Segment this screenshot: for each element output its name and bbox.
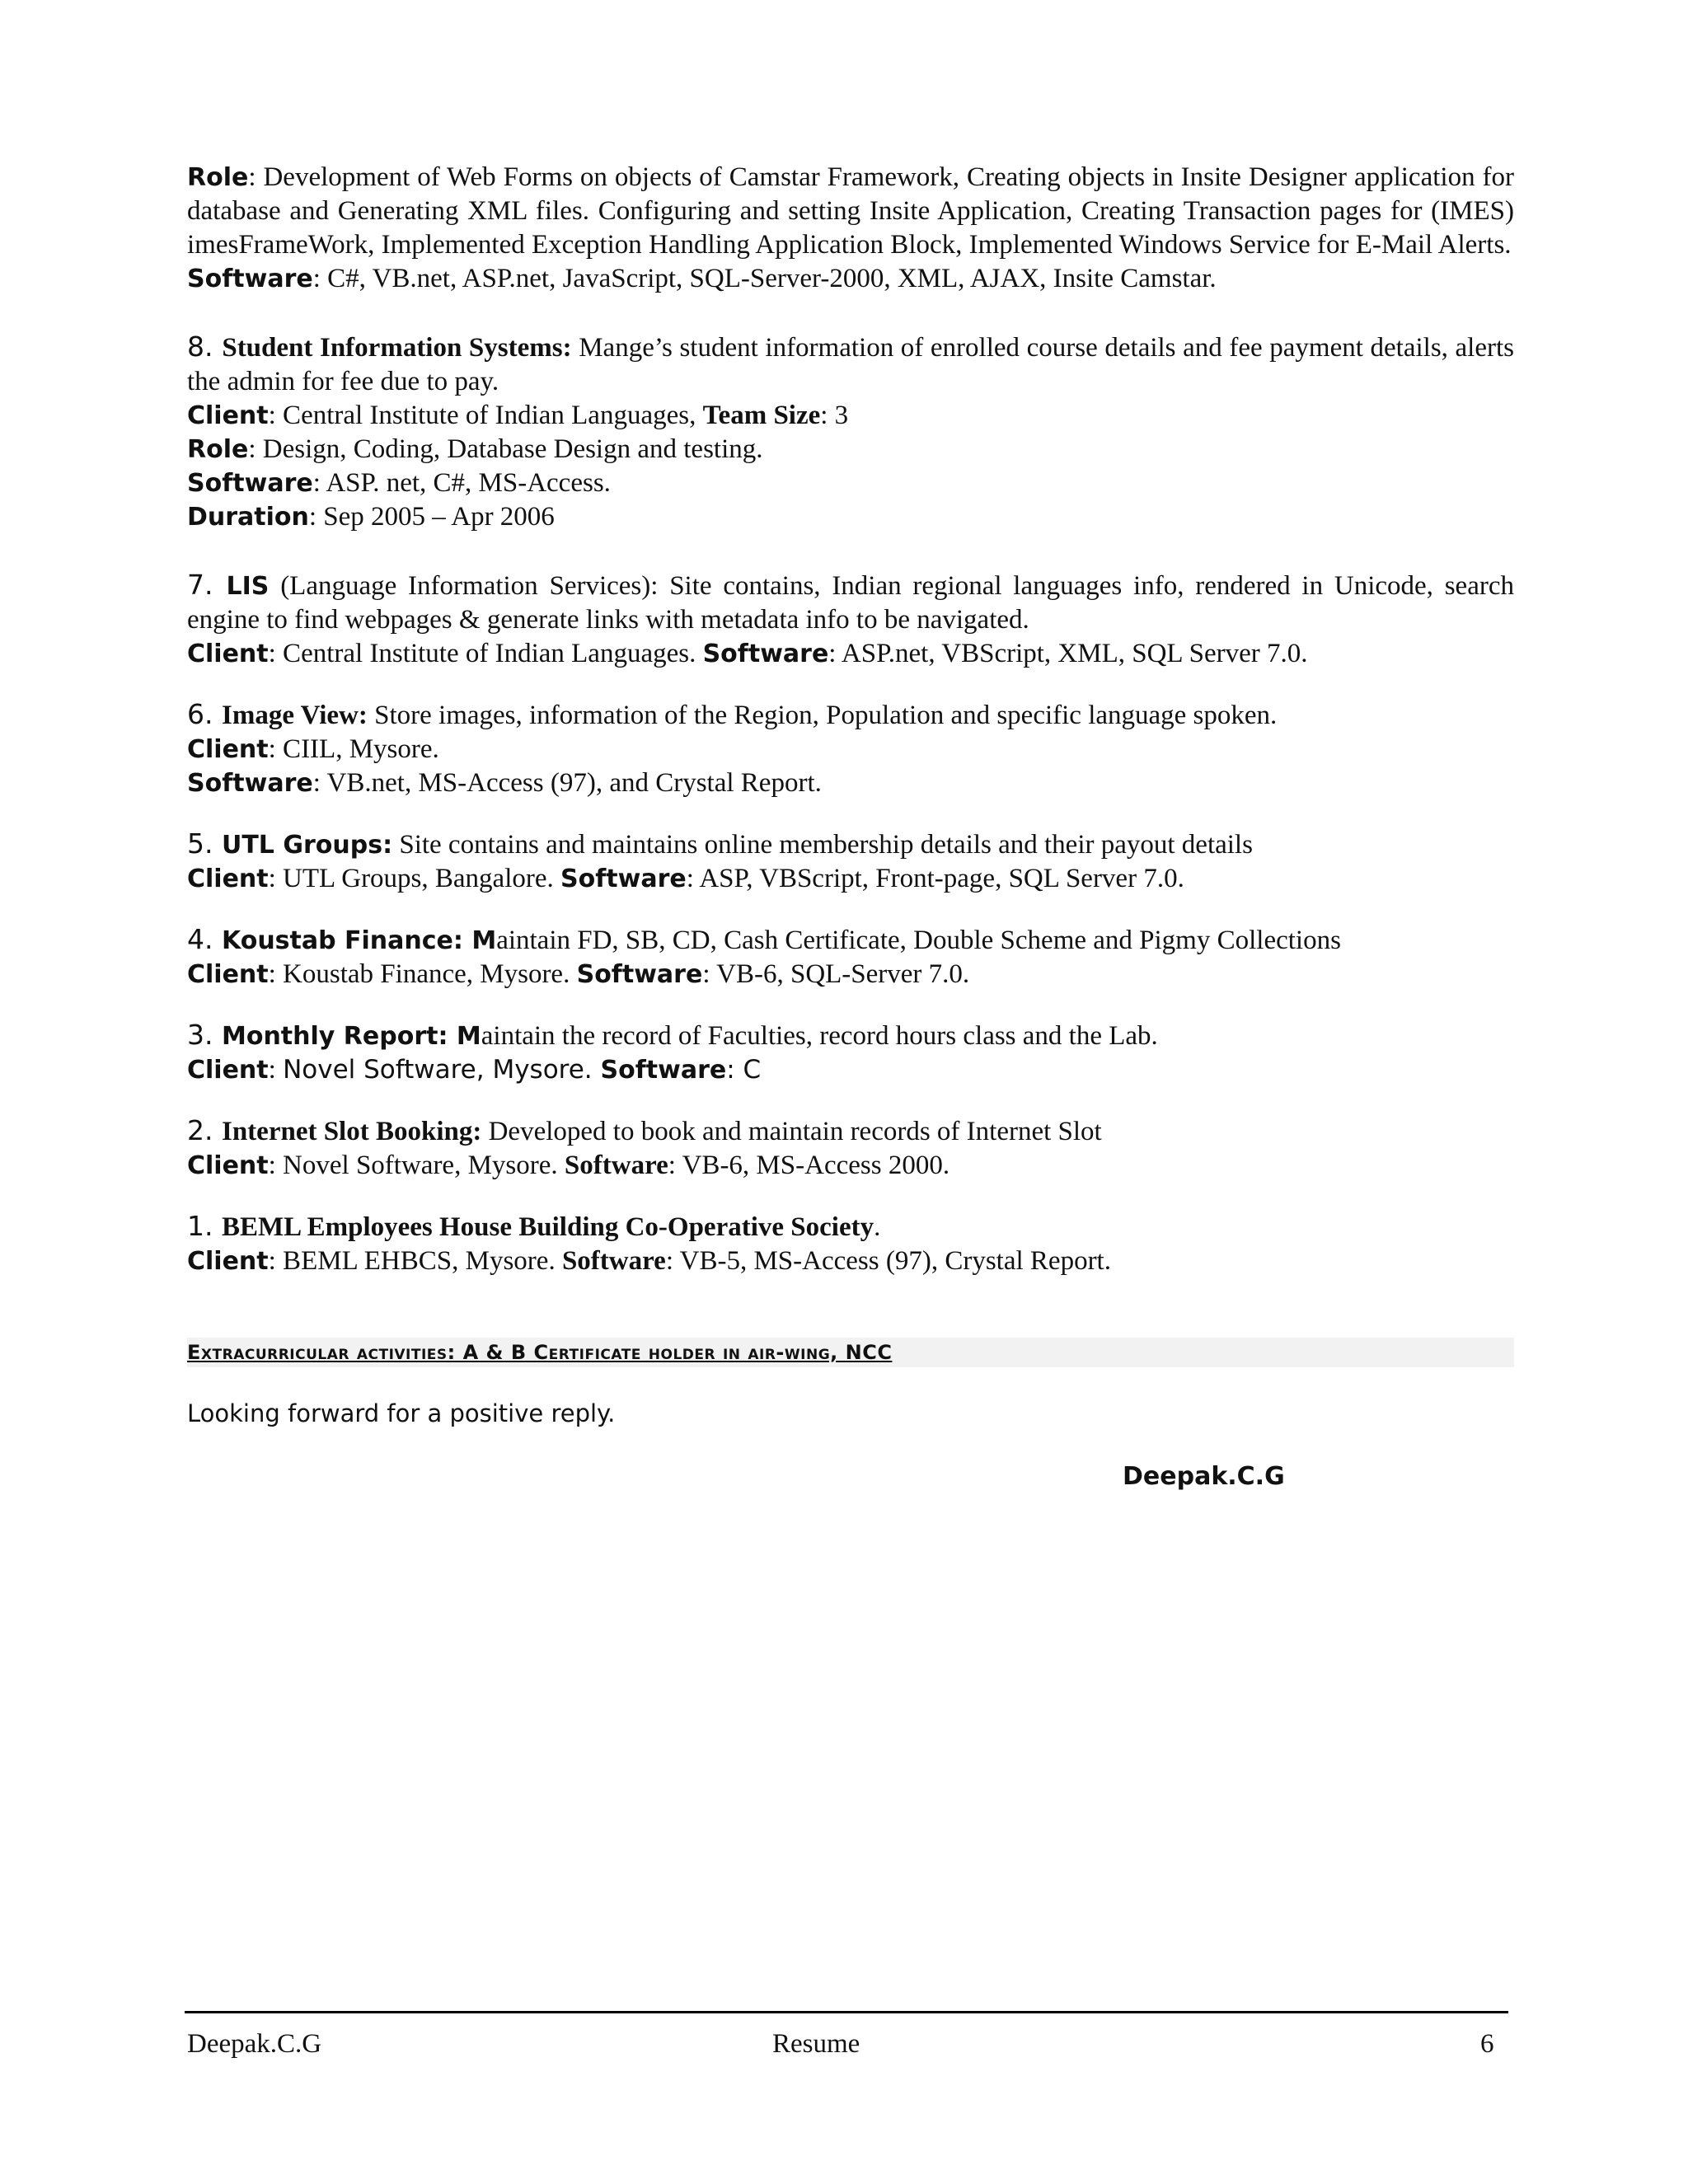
extracurricular-heading: Extracurricular activities: A & B Certificate holder in air-wing, NCC	[187, 1338, 1514, 1367]
project-8-client: Client: Central Institute of Indian Languages, Team Size: 3	[187, 401, 849, 430]
project-3-desc: aintain the record of Faculties, record hours class and the Lab.	[481, 1021, 1158, 1051]
project-6-heading: 6. Image View: Store images, information of the Region, Population and specific language spoken.	[187, 698, 1278, 730]
project-1	[187, 1209, 1514, 1278]
page-number: 6	[1480, 2029, 1494, 2059]
project-3	[187, 1018, 1514, 1087]
project-6-desc: Store images, information of the Region, Population and specific language spoken.	[367, 701, 1278, 730]
project-8-duration: Duration: Sep 2005 – Apr 2006	[187, 502, 555, 532]
project-2-desc: Developed to book and maintain records of Internet Slot	[481, 1117, 1102, 1146]
project-5-heading: 5. UTL Groups: Site contains and maintains online membership details and their payout details	[187, 827, 1253, 860]
project-7-title: LIS	[226, 572, 270, 601]
resume-page	[187, 161, 1514, 1493]
project-1-title: BEML Employees House Building Co-Operative Society	[221, 1212, 874, 1242]
project-2-heading: 2. Internet Slot Booking: Developed to book and maintain records of Internet Slot	[187, 1114, 1102, 1146]
project-8-role: Role: Design, Coding, Database Design and testing.	[187, 434, 763, 464]
project-5-desc: Site contains and maintains online membership details and their payout details	[392, 830, 1253, 860]
project-8-heading: 8. Student Information Systems: Mange’s student information of enrolled course details and fee payment details, alerts the admin for fee due to pay.	[187, 330, 1514, 396]
project-3-heading: 3. Monthly Report: Maintain the record of Faculties, record hours class and the Lab.	[187, 1019, 1158, 1051]
role-paragraph	[187, 161, 1514, 262]
project-4-title: Koustab Finance: M	[221, 926, 497, 955]
project-8-software: Software: ASP. net, C#, MS-Access.	[187, 468, 611, 498]
project-6-title: Image View:	[221, 701, 368, 730]
project-4-desc: aintain FD, SB, CD, Cash Certificate, Double Scheme and Pigmy Collections	[496, 926, 1341, 955]
project-2-title: Internet Slot Booking:	[221, 1117, 482, 1146]
project-5	[187, 827, 1514, 896]
project-5-client: Client: UTL Groups, Bangalore. Software: ASP, VBScript, Front-page, SQL Server 7.0.	[187, 864, 1184, 893]
project-1-client: Client: BEML EHBCS, Mysore. Software: VB-5, MS-Access (97), Crystal Report.	[187, 1246, 1111, 1276]
project-7-client: Client: Central Institute of Indian Languages. Software: ASP.net, VBScript, XML, SQL Server 7.0.	[187, 639, 1308, 668]
footer-name: Deepak.C.G	[187, 2029, 322, 2059]
project-4-heading: 4. Koustab Finance: Maintain FD, SB, CD, Cash Certificate, Double Scheme and Pigmy Collections	[187, 923, 1341, 955]
project-7-desc: (Language Information Services): Site contains, Indian regional languages info, rendered in Unicode, search engine to find webpages & generate links with metadata info to be navigated.	[187, 571, 1514, 635]
project-6-software: Software: VB.net, MS-Access (97), and Crystal Report.	[187, 768, 822, 798]
role-software-line	[187, 262, 1514, 296]
footer-divider	[185, 2011, 1508, 2013]
project-6-client: Client: CIIL, Mysore.	[187, 734, 439, 764]
role-label: Role	[187, 163, 249, 192]
role-block	[187, 161, 1514, 296]
software-text: : C#, VB.net, ASP.net, JavaScript, SQL-Server-2000, XML, AJAX, Insite Camstar.	[312, 264, 1217, 293]
project-6	[187, 697, 1514, 800]
project-4	[187, 922, 1514, 991]
project-5-title: UTL Groups:	[221, 831, 393, 860]
role-text: : Development of Web Forms on objects of Camstar Framework, Creating objects in Insite Designer application for database and Generating XML files. Configuring and setting Insite Application, Creating Transaction pages for (IMES) imesFrameWork, Implemented Exception Handling Application Block, Implemented Windows Service for E-Mail Alerts.	[187, 162, 1514, 260]
project-8-desc: Mange’s student information of enrolled course details and fee payment details, alerts the admin for fee due to pay.	[187, 333, 1514, 396]
closing-line: Looking forward for a positive reply.	[187, 1399, 616, 1427]
project-1-heading: 1. BEML Employees House Building Co-Operative Society.	[187, 1210, 881, 1242]
project-8-title: Student Information Systems:	[222, 333, 572, 363]
footer-title: Resume	[772, 2029, 860, 2059]
project-8	[187, 330, 1514, 534]
project-2-client: Client: Novel Software, Mysore. Software: VB-6, MS-Access 2000.	[187, 1151, 950, 1180]
project-4-client: Client: Koustab Finance, Mysore. Software: VB-6, SQL-Server 7.0.	[187, 959, 970, 989]
signature: Deepak.C.G	[1123, 1462, 1285, 1491]
project-7-heading: 7. LIS (Language Information Services): Site contains, Indian regional languages info, rendered in Unicode, search engine to find webpages & generate links with metadata info to be navigated.	[187, 569, 1514, 635]
project-3-client: Client: Novel Software, Mysore. Software: C	[187, 1055, 762, 1085]
project-7	[187, 568, 1514, 671]
project-3-title: Monthly Report: M	[221, 1022, 481, 1051]
software-label: Software	[187, 265, 313, 293]
project-1-desc: .	[874, 1212, 881, 1242]
project-2	[187, 1113, 1514, 1183]
